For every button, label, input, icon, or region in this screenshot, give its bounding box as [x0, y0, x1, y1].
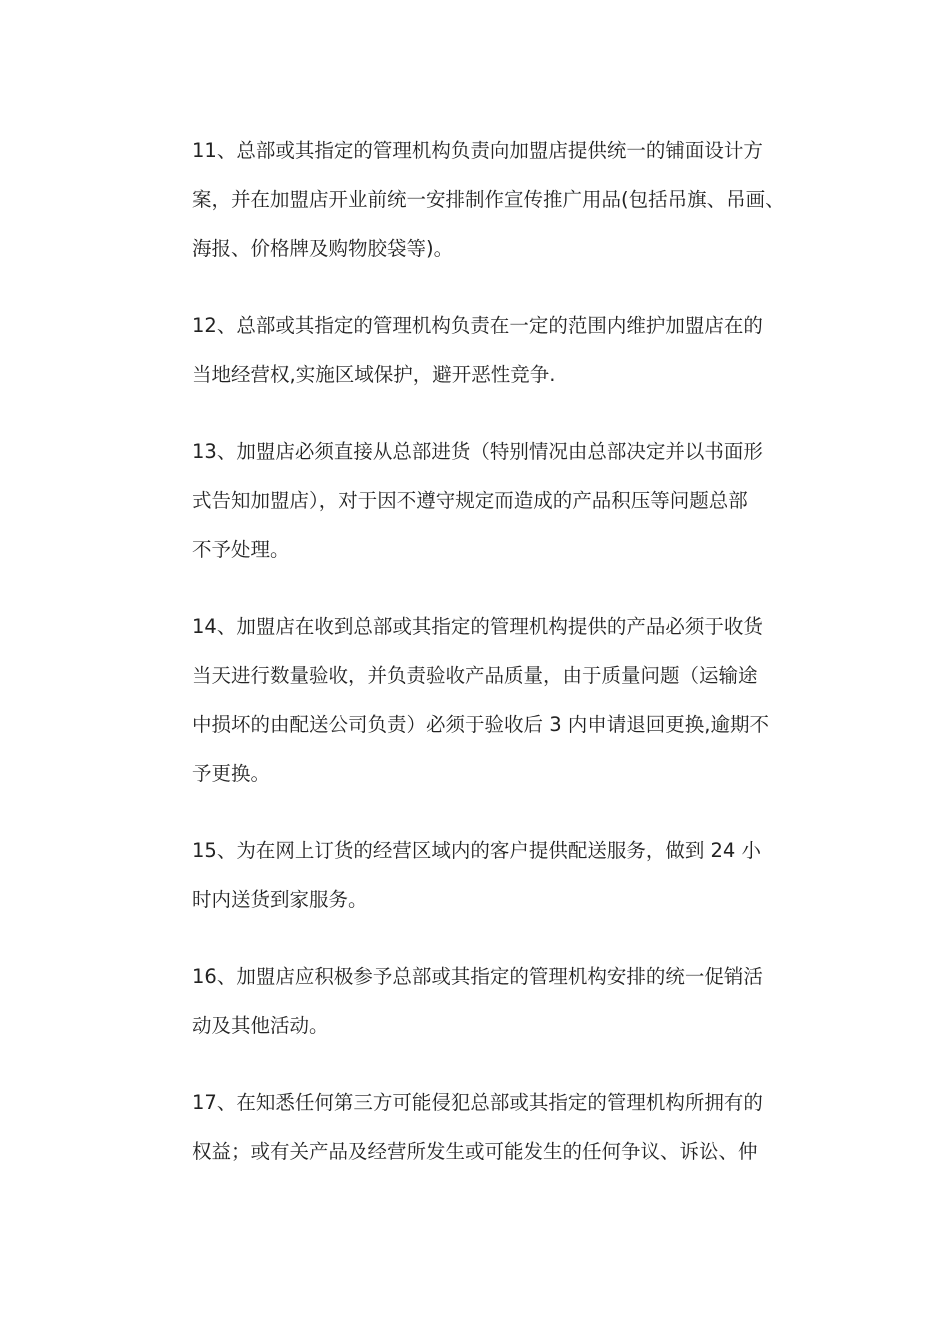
- text-line: 14、加盟店在收到总部或其指定的管理机构提供的产品必须于收货: [192, 615, 763, 638]
- text-line: 式告知加盟店），对于因不遵守规定而造成的产品积压等问题总部: [192, 489, 748, 512]
- text-line: 海报、价格牌及购物胶袋等)。: [192, 237, 454, 260]
- clause-15: [192, 828, 772, 926]
- text-line: 当地经营权,实施区域保护，避开恶性竞争.: [192, 363, 556, 386]
- text-line: 不予处理。: [192, 538, 290, 561]
- text-line: 17、在知悉任何第三方可能侵犯总部或其指定的管理机构所拥有的: [192, 1091, 763, 1114]
- text-line: 权益；或有关产品及经营所发生或可能发生的任何争议、诉讼、仲: [192, 1140, 758, 1163]
- clause-14: [192, 604, 772, 800]
- clause-16: [192, 954, 772, 1052]
- document-body: [192, 128, 785, 1178]
- text-line: 16、加盟店应积极参予总部或其指定的管理机构安排的统一促销活: [192, 965, 763, 988]
- clause-12: [192, 303, 772, 401]
- text-line: 13、加盟店必须直接从总部进货（特别情况由总部决定并以书面形: [192, 440, 763, 463]
- text-line: 15、为在网上订货的经营区域内的客户提供配送服务，做到 24 小: [192, 839, 762, 862]
- clause-13: [192, 429, 772, 576]
- clause-17: [192, 1080, 772, 1178]
- clause-11: [192, 128, 785, 275]
- text-line: 中损坏的由配送公司负责）必须于验收后 3 内申请退回更换,逾期不: [192, 713, 770, 736]
- text-line: 动及其他活动。: [192, 1014, 329, 1037]
- text-line: 11、总部或其指定的管理机构负责向加盟店提供统一的铺面设计方: [192, 139, 763, 162]
- text-line: 时内送货到家服务。: [192, 888, 368, 911]
- text-line: 案，并在加盟店开业前统一安排制作宣传推广用品(包括吊旗、吊画、: [192, 188, 785, 211]
- text-line: 12、总部或其指定的管理机构负责在一定的范围内维护加盟店在的: [192, 314, 763, 337]
- text-line: 当天进行数量验收，并负责验收产品质量，由于质量问题（运输途: [192, 664, 758, 687]
- text-line: 予更换。: [192, 762, 271, 785]
